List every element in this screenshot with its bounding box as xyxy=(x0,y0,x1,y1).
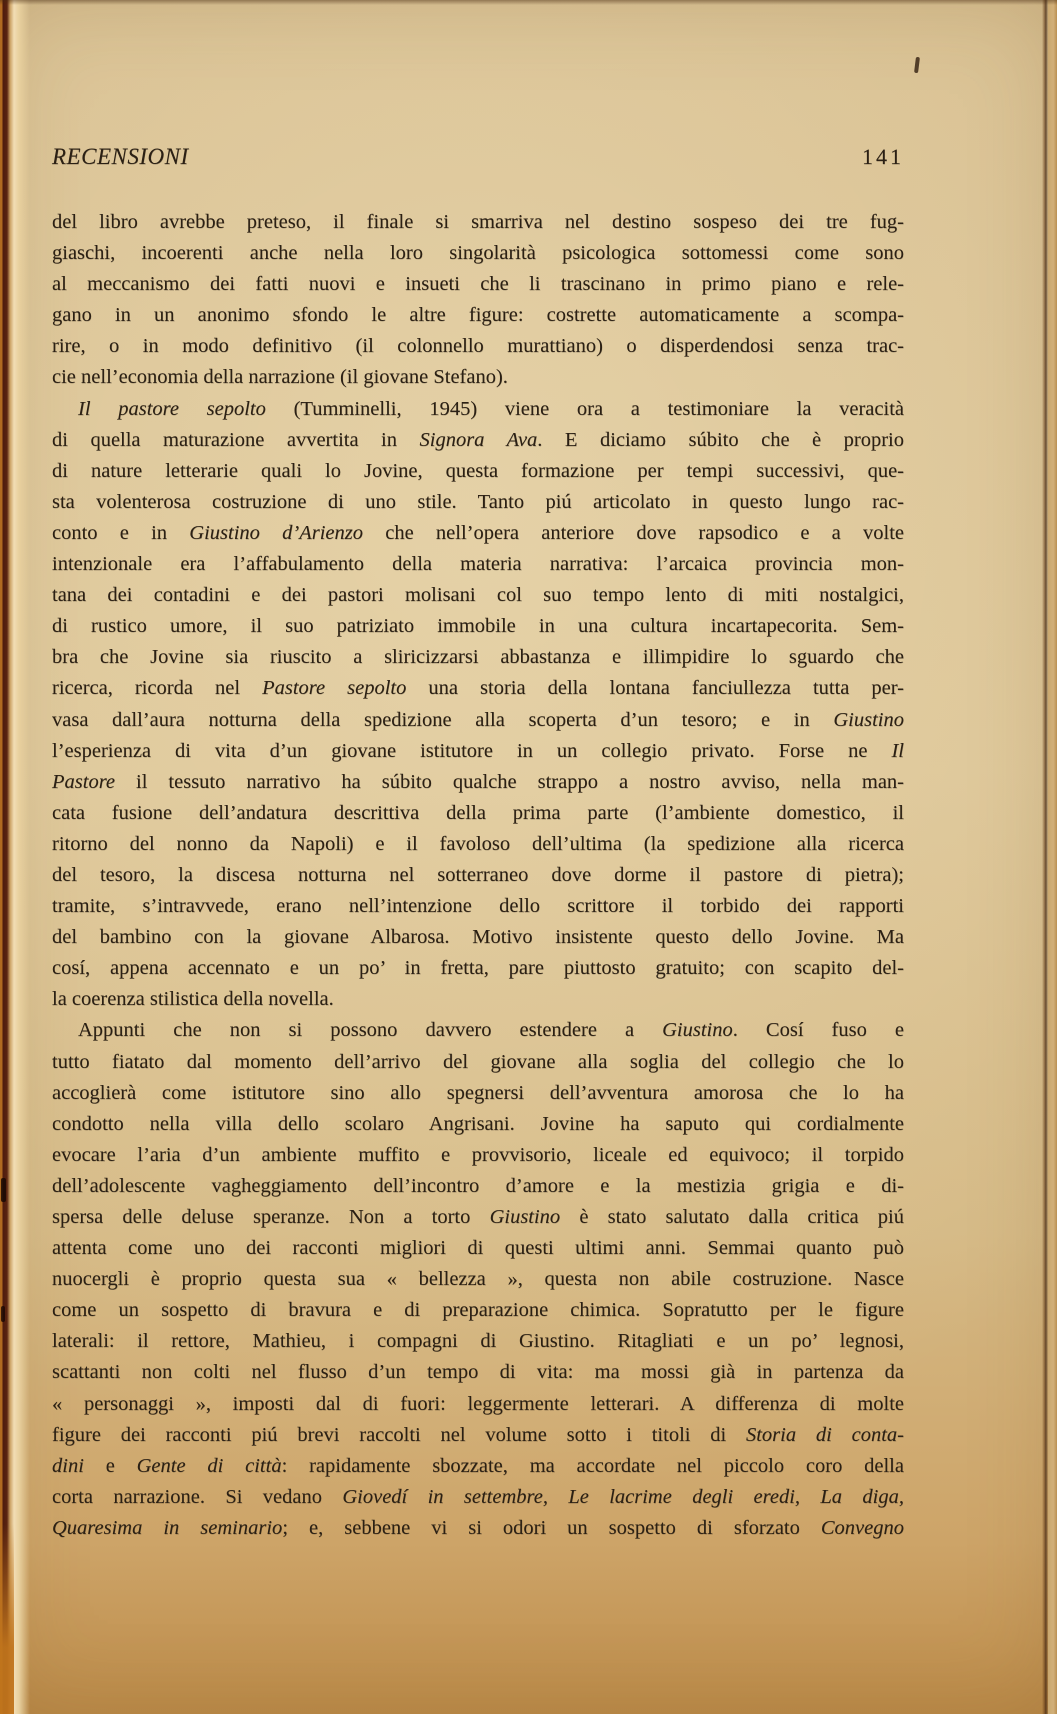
text-line xyxy=(52,580,904,611)
text-line xyxy=(52,829,904,860)
text-line xyxy=(52,1357,904,1388)
text-line xyxy=(52,1109,904,1140)
text-line xyxy=(52,1264,904,1295)
text-run: corta narrazione. Si vedano xyxy=(52,1485,343,1508)
text-run: dell’adolescente vagheggiamento dell’incontro d’amore e la mestizia grigia e di- xyxy=(52,1174,904,1197)
page-stack-edge-right xyxy=(1048,0,1057,1714)
italic-text-run: Quaresima in seminario xyxy=(52,1516,283,1539)
text-line xyxy=(52,860,904,891)
text-run: del bambino con la giovane Albarosa. Motivo insistente questo dello Jovine. Ma xyxy=(52,926,904,949)
italic-text-run: Storia di conta- xyxy=(745,1423,904,1446)
italic-text-run: Il xyxy=(891,739,904,762)
italic-text-run: Giustino xyxy=(833,708,904,731)
text-run: accoglierà come istitutore sino allo spegnersi dell’avventura amorosa che lo ha xyxy=(52,1081,904,1104)
text-run: ; e, sebbene vi si odori un sospetto di sforzato xyxy=(282,1516,821,1539)
page-body-text xyxy=(52,207,904,1544)
text-line xyxy=(52,1482,904,1513)
text-line xyxy=(52,1513,904,1544)
italic-text-run: dini xyxy=(52,1454,84,1477)
text-line xyxy=(52,1295,904,1326)
text-line xyxy=(52,1015,904,1046)
text-line xyxy=(52,611,904,642)
text-line xyxy=(52,1389,904,1420)
running-header xyxy=(52,144,904,170)
page-number: 141 xyxy=(862,144,904,169)
italic-text-run: Giustino xyxy=(489,1206,561,1228)
text-line xyxy=(52,1233,904,1264)
text-run: condotto nella villa dello scolaro Angrisani. Jovine ha saputo qui cordialmente xyxy=(52,1112,904,1135)
italic-text-run: Il pastore sepolto xyxy=(78,397,266,420)
text-line xyxy=(52,798,904,829)
text-line xyxy=(52,518,904,549)
text-run: rire, o in modo definitivo (il colonnello murattiano) o disperdendosi senza trac- xyxy=(52,335,904,358)
text-line xyxy=(52,922,904,953)
text-run: una storia della lontana fanciullezza tutta per- xyxy=(406,677,905,700)
text-run: nuocergli è proprio questa sua « bellezza », questa non abile costruzione. Nasce xyxy=(52,1268,904,1291)
text-line xyxy=(52,394,904,425)
text-run: scattanti non colti nel flusso d’un tempo di vita: ma mossi già in partenza da xyxy=(52,1361,904,1384)
text-line xyxy=(52,1202,904,1233)
text-run: del libro avrebbe preteso, il finale si smarriva nel destino sospeso dei tre fug- xyxy=(52,211,904,233)
text-line xyxy=(52,1420,904,1451)
text-run: che nell’opera anteriore dove rapsodico e a volte xyxy=(363,521,904,544)
text-run: spersa delle deluse speranze. Non a torto xyxy=(52,1206,490,1228)
italic-text-run: Pastore sepolto xyxy=(262,677,407,700)
italic-text-run: Gente di città xyxy=(136,1454,282,1477)
text-run: al meccanismo dei fatti nuovi e insueti che li trascinano in primo piano e rele- xyxy=(52,273,904,296)
text-run: sta volenterosa costruzione di uno stile. Tanto piú articolato in questo lungo rac- xyxy=(52,490,904,513)
italic-text-run: Giustino d’Arienzo xyxy=(189,521,363,544)
page-top-edge-shadow xyxy=(0,0,1057,5)
text-run: il tessuto narrativo ha súbito qualche strappo a nostro avviso, nella man- xyxy=(115,770,904,793)
text-run: e xyxy=(83,1454,137,1477)
text-run: giaschi, incoerenti anche nella loro singolarità psicologica sottomessi come sono xyxy=(52,242,904,265)
text-run: . E diciamo súbito che è proprio xyxy=(537,428,904,451)
text-run: di quella maturazione avvertita in xyxy=(52,428,420,451)
book-spine-edge xyxy=(0,0,30,1714)
running-header-title: RECENSIONI xyxy=(52,144,189,169)
text-line xyxy=(52,549,904,580)
text-line xyxy=(52,1171,904,1202)
text-line xyxy=(52,362,904,393)
text-run: di rustico umore, il suo patriziato immobile in una cultura incartapecorita. Sem- xyxy=(52,615,904,638)
text-line xyxy=(52,673,904,704)
text-run: intenzionale era l’affabulamento della materia narrativa: l’arcaica provincia mon- xyxy=(52,553,904,576)
text-run: : rapidamente sbozzate, ma accordate nel piccolo coro della xyxy=(281,1454,904,1477)
text-line xyxy=(52,1326,904,1357)
text-line xyxy=(52,238,904,269)
text-run: cata fusione dell’andatura descrittiva della prima parte (l’ambiente domestico, il xyxy=(52,801,904,824)
text-run: gano in un anonimo sfondo le altre figure: costrette automaticamente a scompa- xyxy=(52,304,904,327)
text-line xyxy=(52,736,904,767)
text-run: Appunti che non si possono davvero estendere a xyxy=(78,1019,663,1042)
text-run: vasa dall’aura notturna della spedizione alla scoperta d’un tesoro; e in xyxy=(52,708,834,731)
italic-text-run: Giovedí in settembre, Le lacrime degli eredi, La diga, xyxy=(342,1485,904,1508)
paragraph xyxy=(52,207,904,394)
text-line xyxy=(52,705,904,736)
text-run: evocare l’aria d’un ambiente muffito e provvisorio, liceale ed equivoco; il torpido xyxy=(52,1143,904,1166)
italic-text-run: Pastore xyxy=(52,770,116,793)
text-run: figure dei racconti piú brevi raccolti nel volume sotto i titoli di xyxy=(52,1423,746,1446)
text-line xyxy=(52,891,904,922)
text-run: tana dei contadini e dei pastori molisani col suo tempo lento di miti nostalgici, xyxy=(52,584,904,607)
text-line xyxy=(52,331,904,362)
text-run: ricerca, ricorda nel xyxy=(52,677,263,700)
text-run: come un sospetto di bravura e di preparazione chimica. Sopratutto per le figure xyxy=(52,1299,904,1322)
paragraph xyxy=(52,394,904,1016)
text-run: cosí, appena accennato e un po’ in fretta, pare piuttosto gratuito; con scapito del- xyxy=(52,957,904,980)
text-line xyxy=(52,425,904,456)
text-line xyxy=(52,456,904,487)
italic-text-run: Giustino xyxy=(662,1019,733,1042)
page-content xyxy=(52,144,904,1544)
text-run: . Cosí fuso e xyxy=(732,1019,904,1042)
text-run: attenta come uno dei racconti migliori di questi ultimi anni. Semmai quanto può xyxy=(52,1237,904,1260)
italic-text-run: Signora Ava xyxy=(419,428,538,451)
text-line xyxy=(52,642,904,673)
text-line xyxy=(52,1047,904,1078)
text-line xyxy=(52,984,904,1015)
text-line xyxy=(52,767,904,798)
text-line xyxy=(52,269,904,300)
text-line xyxy=(52,953,904,984)
text-run: cie nell’economia della narrazione (il giovane Stefano). xyxy=(52,366,508,389)
text-run: « personaggi », imposti dal di fuori: leggermente letterari. A differenza di molte xyxy=(52,1392,904,1415)
ink-speck xyxy=(1,1178,6,1202)
page-stack-edge-bottom xyxy=(0,1524,14,1714)
text-run: conto e in xyxy=(52,521,190,544)
text-run: bra che Jovine sia riuscito a sliricizzarsi abbastanza e illimpidire lo sguardo che xyxy=(52,646,904,669)
text-line xyxy=(52,1140,904,1171)
text-line xyxy=(52,207,904,238)
text-run: la coerenza stilistica della novella. xyxy=(52,988,334,1011)
text-run: (Tumminelli, 1945) viene ora a testimoniare la veracità xyxy=(265,397,904,420)
text-run: del tesoro, la discesa notturna nel sotterraneo dove dorme il pastore di pietra); xyxy=(52,863,904,886)
text-run: tramite, s’intravvede, erano nell’intenzione dello scrittore il torbido dei rapporti xyxy=(52,895,904,918)
ink-speck xyxy=(1,1306,5,1322)
text-run: l’esperienza di vita d’un giovane istitutore in un collegio privato. Forse ne xyxy=(52,739,892,762)
text-line xyxy=(52,487,904,518)
ink-speck xyxy=(914,57,920,73)
italic-text-run: Convegno xyxy=(820,1516,904,1539)
text-run: tutto fiatato dal momento dell’arrivo del giovane alla soglia del collegio che lo xyxy=(52,1050,904,1073)
text-run: laterali: il rettore, Mathieu, i compagni di Giustino. Ritagliati e un po’ legnosi, xyxy=(52,1330,904,1353)
text-line xyxy=(52,300,904,331)
paragraph xyxy=(52,1015,904,1544)
text-run: è stato salutato dalla critica piú xyxy=(560,1206,905,1228)
text-line xyxy=(52,1451,904,1482)
text-line xyxy=(52,1078,904,1109)
text-run: di nature letterarie quali lo Jovine, questa formazione per tempi successivi, que- xyxy=(52,459,904,482)
text-run: ritorno del nonno da Napoli) e il favoloso dell’ultima (la spedizione alla ricerca xyxy=(52,832,904,855)
